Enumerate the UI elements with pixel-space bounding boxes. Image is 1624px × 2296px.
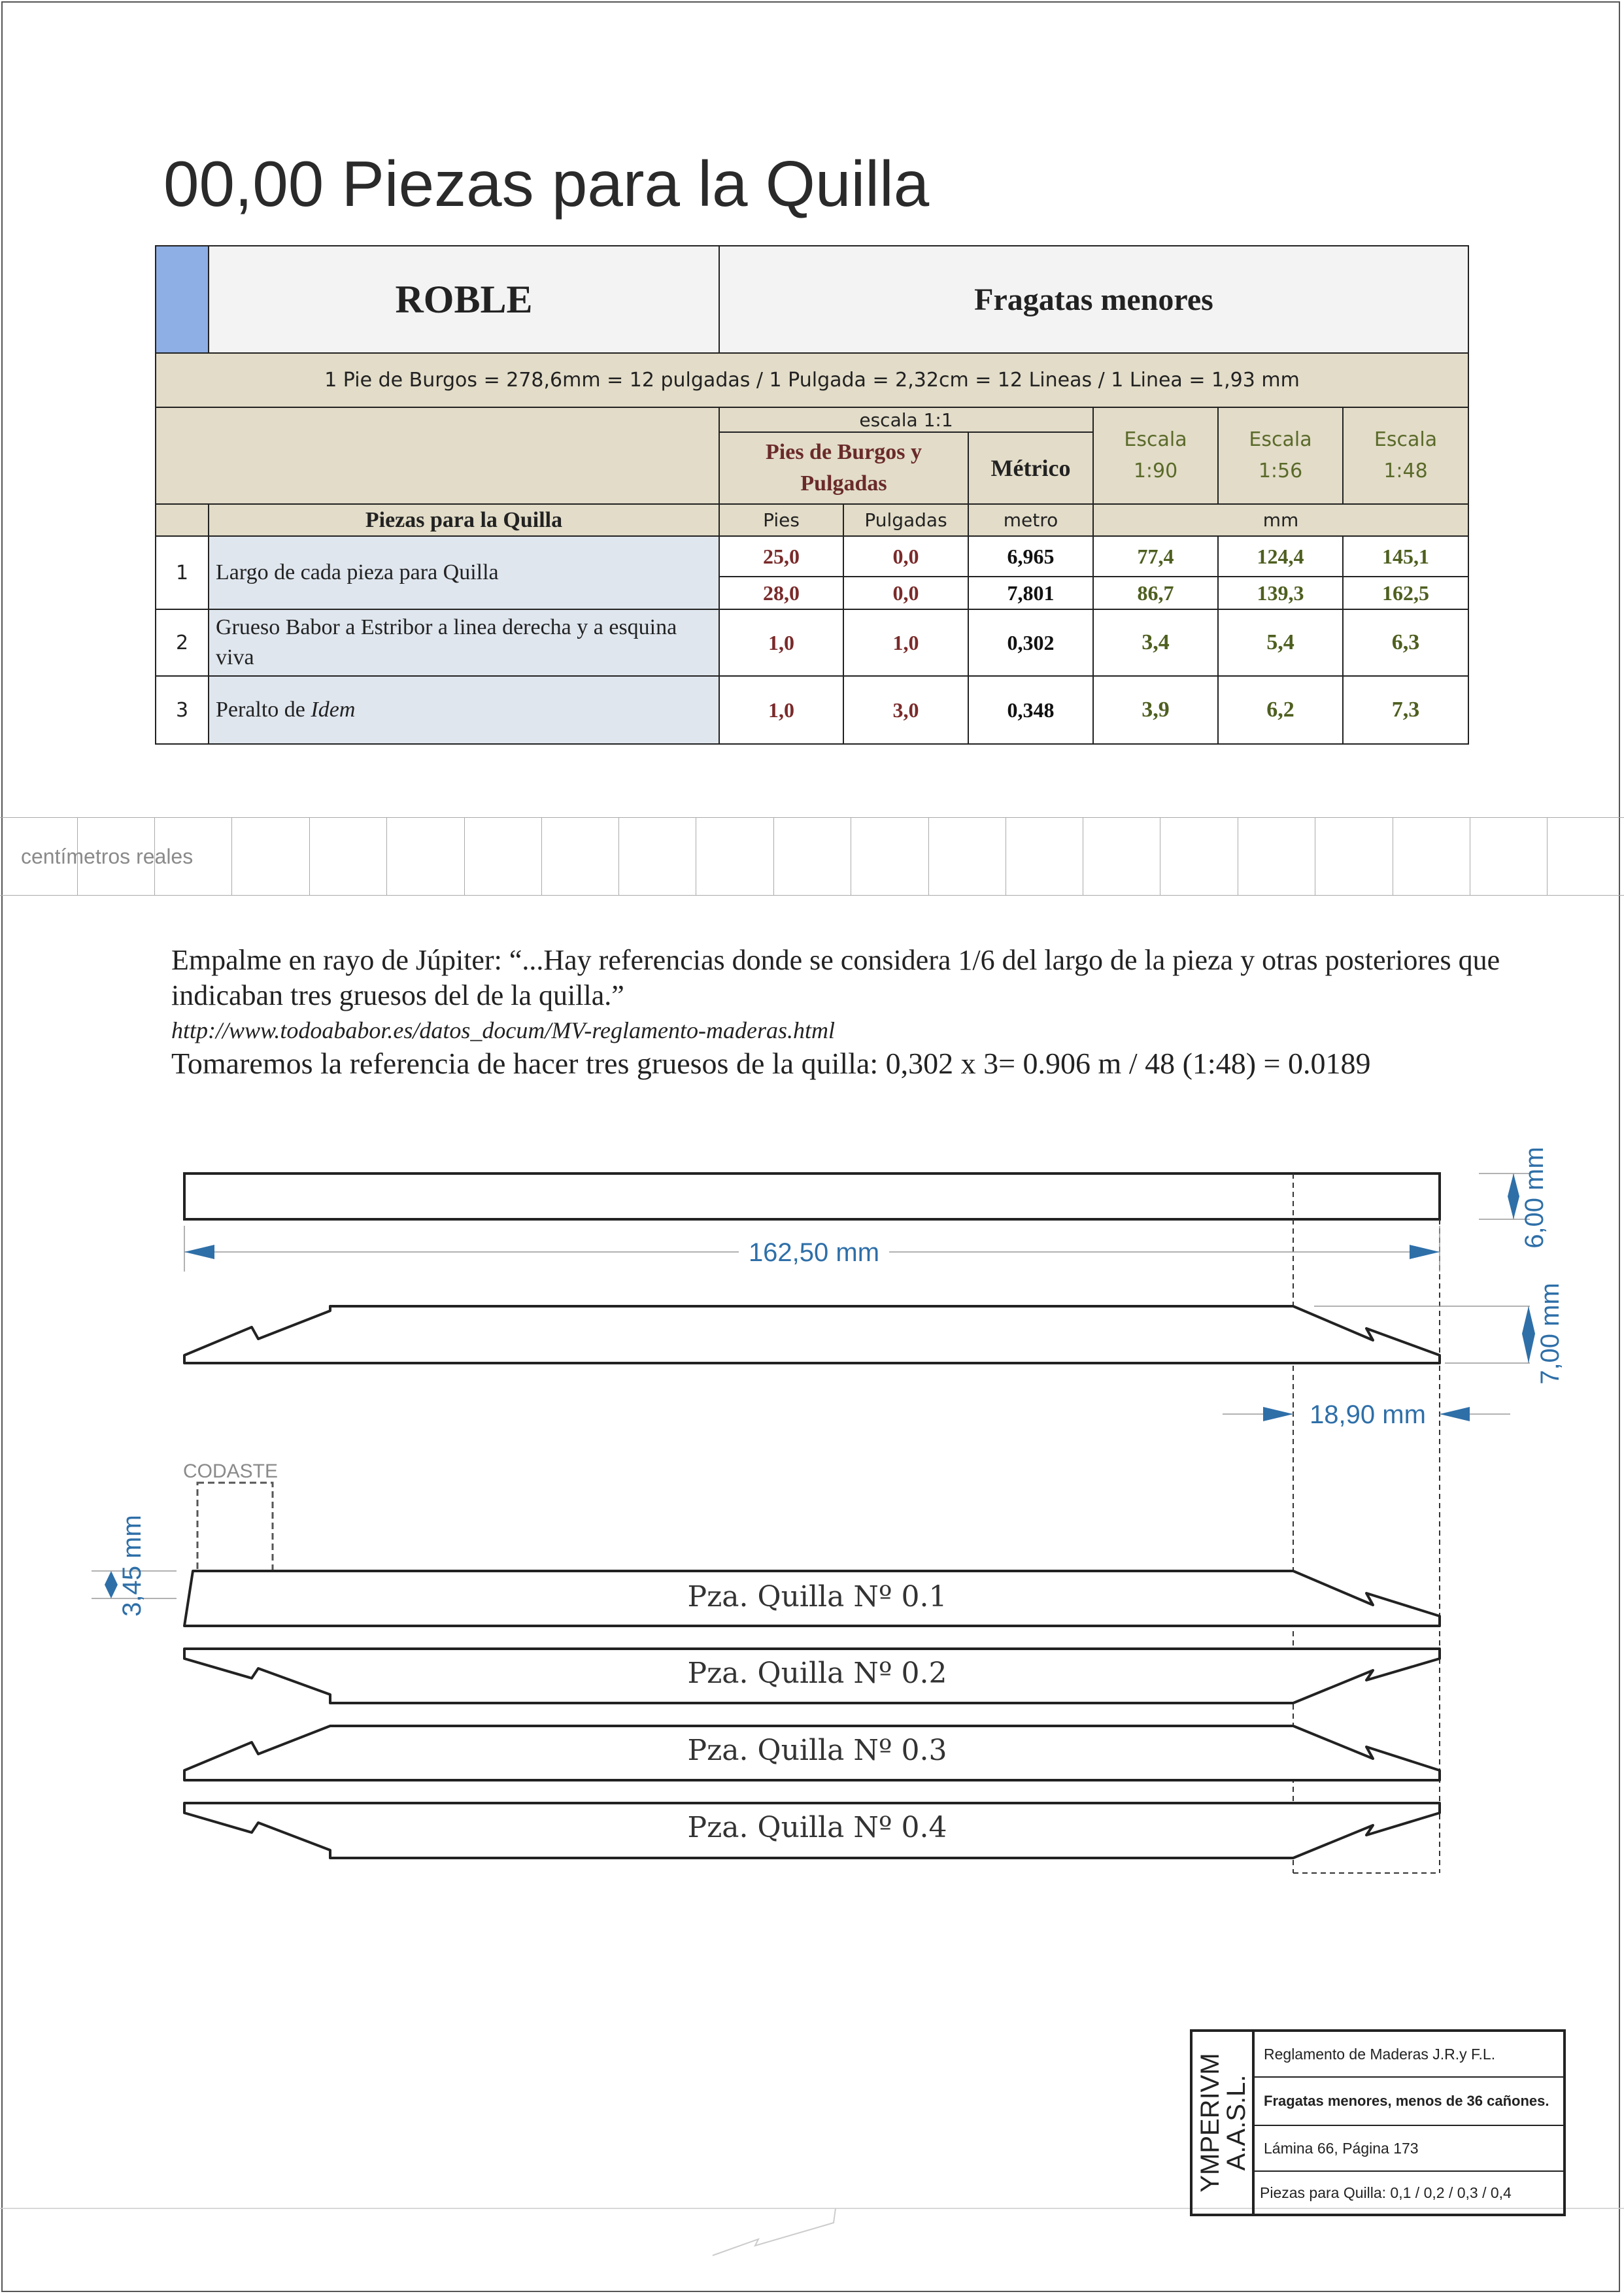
row-1b-s48: 162,5 [1343,577,1468,609]
metrico-header: Métrico [968,432,1093,504]
piece-0-2-label: Pza. Quilla Nº 0.2 [687,1657,947,1690]
row-1b-pulgadas: 0,0 [843,577,968,609]
row-3-s56: 6,2 [1218,676,1343,744]
row-1b-s90: 86,7 [1093,577,1218,609]
row-2-pulgadas: 1,0 [843,609,968,676]
page-title: 00,00 Piezas para la Quilla [163,148,930,220]
codaste-outline [197,1483,273,1571]
logo-line-1: YMPERIVM [1196,2053,1225,2193]
piece-0-1-label: Pza. Quilla Nº 0.1 [687,1580,947,1613]
row-2-desc: Grueso Babor a Estribor a linea derecha y a esquina viva [209,609,719,676]
calculation-note: Tomaremos la referencia de hacer tres gruesos de la quilla: 0,302 x 3= 0.906 m / 48 (1:48) = 0.0189 [171,1047,1371,1080]
scarf-arrow-left [1263,1407,1293,1421]
unit-metro: metro [968,504,1093,536]
piece-0-3-label: Pza. Quilla Nº 0.3 [687,1734,947,1767]
scarf-joint-note: Empalme en rayo de Júpiter: “...Hay referencias donde se considera 1/6 del largo de la pieza y otras posteriores que indicaban tres gruesos del de la quilla.” [171,944,1500,1011]
height-dimension-label: 7,00 mm [1536,1283,1565,1385]
row-2-num: 2 [156,609,209,676]
length-arrow-right [1410,1245,1440,1259]
row-3-num: 3 [156,676,209,744]
thickness-arrow-bottom [1508,1196,1519,1219]
scale-1-48-ratio: 1:48 [1383,460,1428,482]
section-label: Piezas para la Quilla [209,504,719,536]
row-1-desc: Largo de cada pieza para Quilla [209,536,719,609]
row-2-s48: 6,3 [1343,609,1468,676]
row-1a-s90: 77,4 [1093,536,1218,577]
title-block [1190,2029,1566,2216]
row-1a-pies: 25,0 [719,536,843,577]
material-header: ROBLE [209,246,719,353]
thickness-dimension-label: 6,00 mm [1520,1147,1549,1249]
keel-plan-bar [184,1173,1440,1219]
row-3-pulgadas: 3,0 [843,676,968,744]
keel-side-profile [184,1306,1440,1363]
row-3-desc-idem: Idem [311,698,356,722]
scarf-dimension-label: 18,90 mm [1310,1400,1426,1429]
title-block-logo [1193,2032,1255,2214]
scale-1-90-name: Escala [1124,428,1187,451]
codaste-arrow-top [105,1571,118,1585]
codaste-dimension-label: 3,45 mm [118,1515,146,1617]
thickness-arrow-top [1508,1173,1519,1196]
unit-pies: Pies [719,504,843,536]
unit-pulgadas: Pulgadas [843,504,968,536]
row-1-num: 1 [156,536,209,609]
row-2-pies: 1,0 [719,609,843,676]
height-arrow-top [1522,1306,1535,1334]
logo-text [1197,2053,1249,2192]
unit-mm: mm [1093,504,1468,536]
conversion-note: 1 Pie de Burgos = 278,6mm = 12 pulgadas / 1 Pulgada = 2,32cm = 12 Lineas / 1 Linea = 1,93 mm [156,353,1468,407]
title-block-row-1: Reglamento de Maderas J.R.y F.L. [1255,2032,1563,2078]
row-1a-metro: 6,965 [968,536,1093,577]
length-arrow-left [184,1245,214,1259]
length-dimension-label: 162,50 mm [748,1238,880,1267]
row-2-s90: 3,4 [1093,609,1218,676]
row-1a-s56: 124,4 [1218,536,1343,577]
row-3-metro: 0,348 [968,676,1093,744]
row-3-s48: 7,3 [1343,676,1468,744]
row-1a-pulgadas: 0,0 [843,536,968,577]
row-1b-pies: 28,0 [719,577,843,609]
codaste-arrow-bottom [105,1585,118,1598]
row-2-s56: 5,4 [1218,609,1343,676]
scale-1-56-ratio: 1:56 [1258,460,1303,482]
logo-line-2: A.A.S.L. [1222,2074,1251,2171]
faint-sketch-line [713,2208,836,2255]
escala-1-1-header: escala 1:1 [719,407,1093,432]
title-block-row-3: Lámina 66, Página 173 [1255,2126,1563,2172]
pies-pulgadas-header: Pies de Burgos y Pulgadas [719,432,968,504]
reference-url: http://www.todoababor.es/datos_docum/MV-reglamento-maderas.html [171,1017,835,1043]
height-arrow-bottom [1522,1334,1535,1363]
row-2-metro: 0,302 [968,609,1093,676]
row-1b-metro: 7,801 [968,577,1093,609]
row-3-desc-text: Peralto de [216,698,311,722]
title-block-row-2: Fragatas menores, menos de 36 cañones. [1255,2078,1563,2126]
row-1b-s56: 139,3 [1218,577,1343,609]
ship-class-header: Fragatas menores [719,246,1468,353]
scale-1-90-ratio: 1:90 [1133,460,1178,482]
row-1a-s48: 145,1 [1343,536,1468,577]
row-3-s90: 3,9 [1093,676,1218,744]
row-3-pies: 1,0 [719,676,843,744]
ruler-label: centímetros reales [21,845,194,868]
codaste-label: CODASTE [183,1460,279,1482]
scale-1-56-name: Escala [1249,428,1312,451]
piece-0-4-label: Pza. Quilla Nº 0.4 [687,1811,947,1844]
scarf-arrow-right [1440,1407,1470,1421]
title-block-row-4: Piezas para Quilla: 0,1 / 0,2 / 0,3 / 0,4 [1260,2184,1512,2201]
scale-1-48-name: Escala [1374,428,1438,451]
